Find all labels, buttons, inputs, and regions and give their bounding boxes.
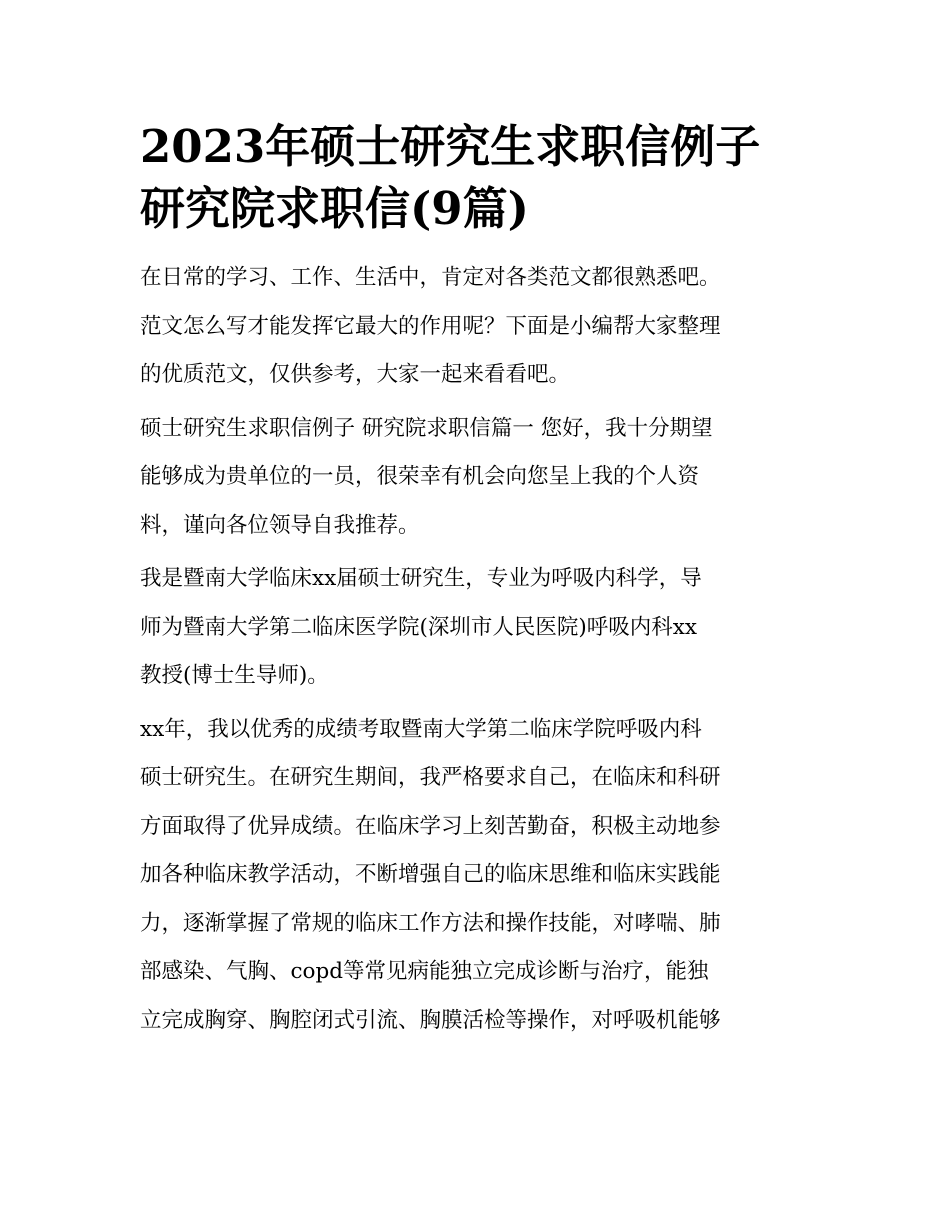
text-line: 的优质范文，仅供参考，大家一起来看看吧。: [140, 362, 571, 387]
text-line: xx年，我以优秀的成绩考取暨南大学第二临床学院呼吸内科: [140, 716, 702, 742]
text-line: 硕士研究生。在研究生期间，我严格要求自己，在临床和科研: [140, 765, 721, 790]
background-paragraph: [140, 555, 812, 701]
intro-paragraph: [140, 254, 812, 400]
text-line: 立完成胸穿、胸腔闭式引流、胸膜活检等操作，对呼吸机能够: [140, 1007, 721, 1033]
text-line: 在日常的学习、工作、生活中，肯定对各类范文都很熟悉吧。: [140, 265, 721, 290]
title-line: 研究院求职信(9篇): [140, 182, 529, 235]
title-line: 2023年硕士研究生求职信例子: [140, 120, 761, 173]
text-line: 能够成为贵单位的一员，很荣幸有机会向您呈上我的个人资: [140, 464, 700, 489]
text-line: 我是暨南大学临床xx届硕士研究生，专业为呼吸内科学，导: [140, 566, 702, 591]
text-line: 教授(博士生导师)。: [140, 663, 329, 688]
text-line: 硕士研究生求职信例子 研究院求职信篇一 您好，我十分期望: [140, 415, 713, 441]
text-line: 师为暨南大学第二临床医学院(深圳市人民医院)呼吸内科xx: [140, 614, 698, 640]
document-title: [140, 116, 812, 240]
text-line: 部感染、气胸、copd等常见病能独立完成诊断与治疗，能独: [140, 959, 709, 984]
experience-paragraph: [140, 706, 812, 1046]
text-line: 范文怎么写才能发挥它最大的作用呢？下面是小编帮大家整理: [140, 313, 721, 339]
greeting-paragraph: [140, 405, 812, 551]
text-line: 加各种临床教学活动，不断增强自己的临床思维和临床实践能: [140, 862, 721, 887]
text-line: 方面取得了优异成绩。在临床学习上刻苦勤奋，积极主动地参: [140, 813, 721, 839]
document-body: [140, 116, 812, 1050]
text-line: 料，谨向各位领导自我推荐。: [140, 512, 420, 538]
text-line: 力，逐渐掌握了常规的临床工作方法和操作技能，对哮喘、肺: [140, 910, 721, 936]
